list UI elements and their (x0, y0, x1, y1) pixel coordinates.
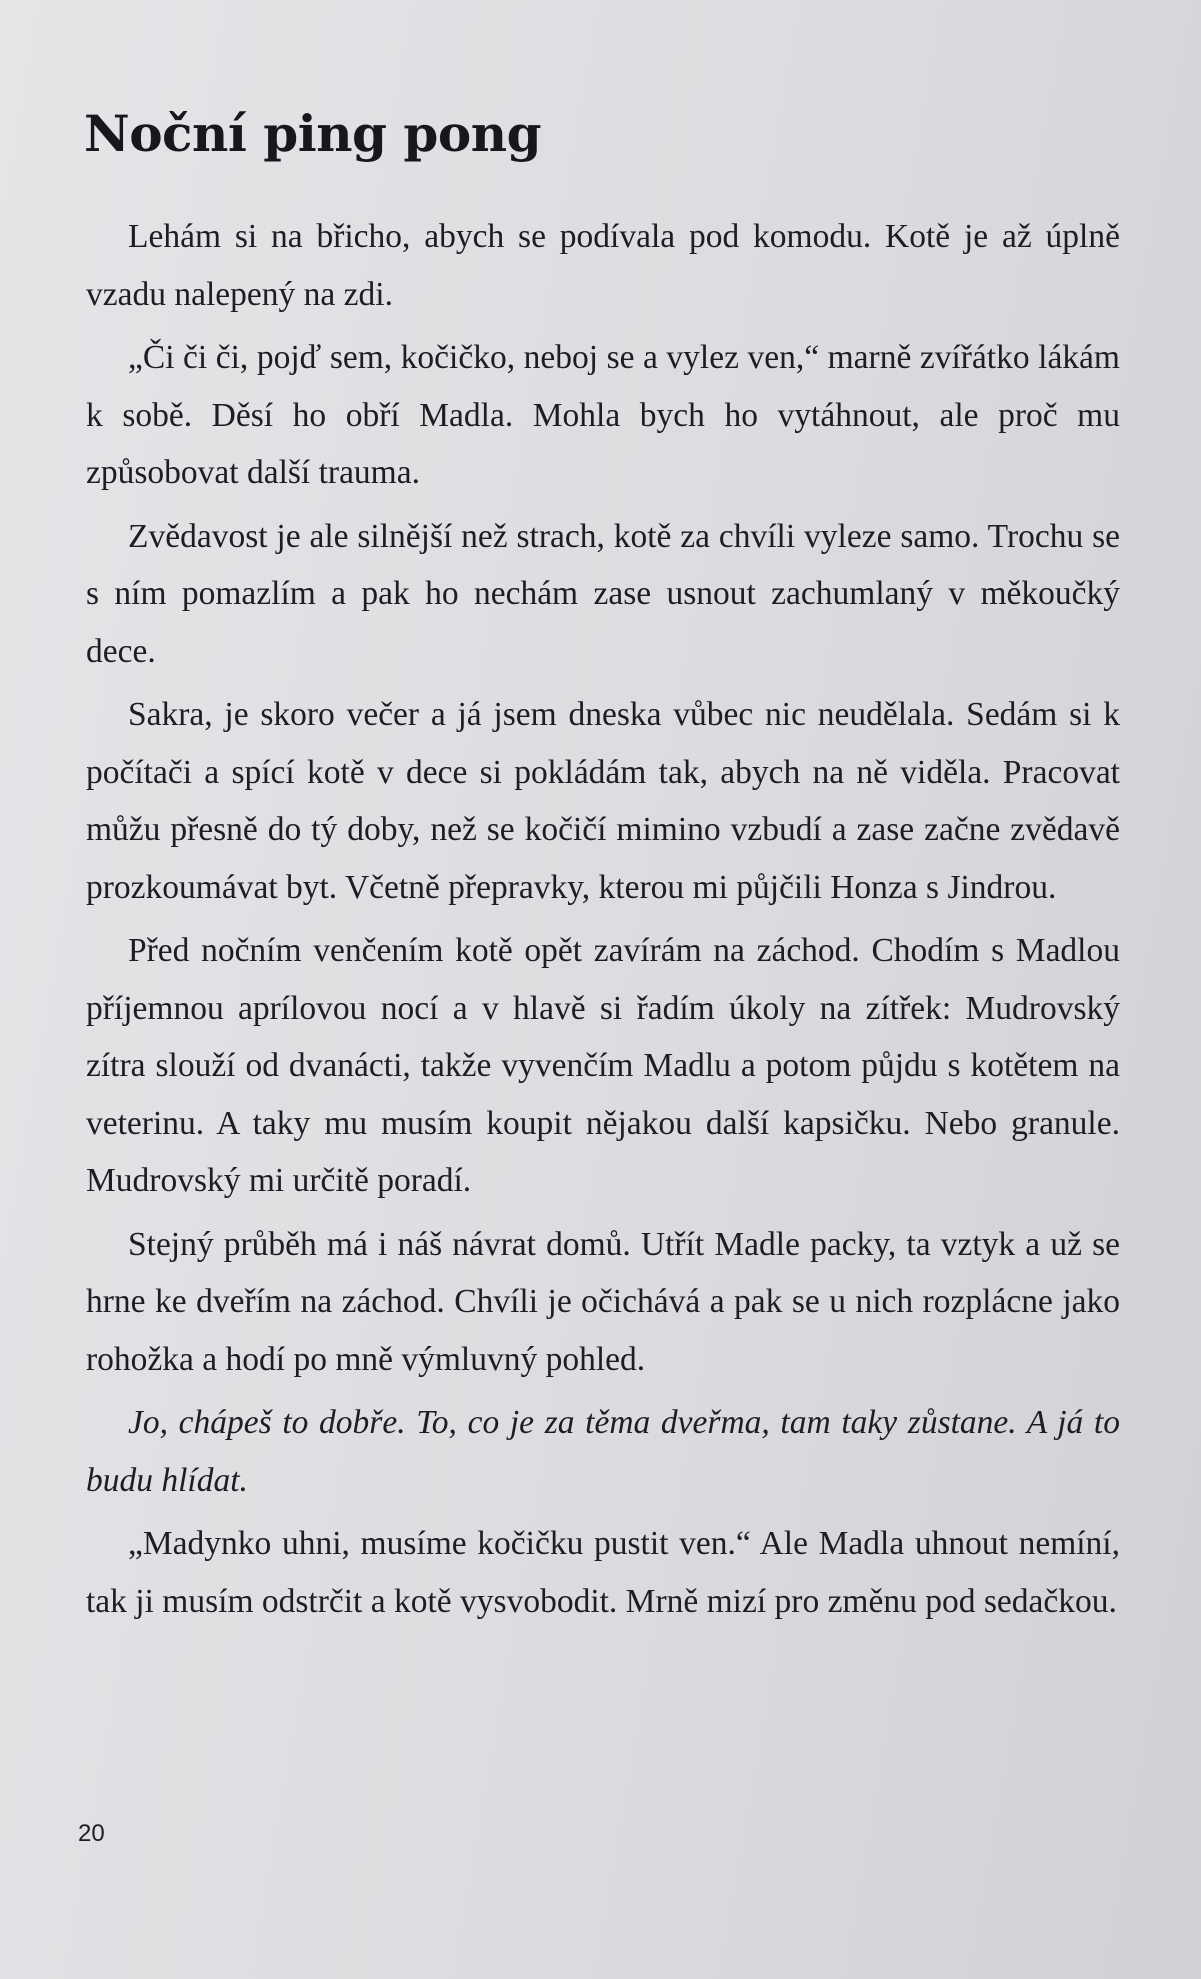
paragraph: Stejný průběh má i náš návrat domů. Utřít Madle packy, ta vztyk a už se hrne ke dveřím na záchod. Chvíli je očichává a pak se u nich rozplácne jako rohožka a hodí po mně výmluvný pohled. (86, 1225, 1120, 1378)
paragraph: Před nočním venčením kotě opět zavírám na záchod. Chodím s Madlou příjemnou aprílovou nocí a v hlavě si řadím úkoly na zítřek: Mudrovský zítra slouží od dvanácti, takže vyvenčím Madlu a potom půjdu s kotětem na veterinu. A taky mu musím koupit nějakou další kapsičku. Nebo granule. Mudrovský mi určitě poradí. (86, 932, 1120, 1199)
paragraph: Zvědavost je ale silnější než strach, kotě za chvíli vyleze samo. Trochu se s ním pomazlím a pak ho nechám zase usnout zachumlaný v měkoučký dece. (86, 517, 1120, 670)
italic-thought-paragraph: Jo, chápeš to dobře. To, co je za těma dveřma, tam taky zůstane. A já to budu hlídat. (86, 1404, 1120, 1499)
paragraph: „Či či či, pojď sem, kočičko, neboj se a vylez ven,“ marně zvířátko lákám k sobě. Děsí ho obří Madla. Mohla bych ho vytáhnout, ale proč mu způsobovat další trauma. (86, 339, 1120, 491)
page-number: 20 (78, 1820, 105, 1847)
paragraph: „Madynko uhni, musíme kočičku pustit ven.“ Ale Madla uhnout nemíní, tak ji musím odstrčit a kotě vysvobodit. Mrně mizí pro změnu pod sedačkou. (86, 1525, 1120, 1620)
chapter-title: Noční ping pong (84, 104, 542, 163)
chapter-body (86, 208, 1120, 1630)
paragraph: Sakra, je skoro večer a já jsem dneska vůbec nic neudělala. Sedám si k počítači a spící kotě v dece si pokládám tak, abych na ně viděla. Pracovat můžu přesně do tý doby, než se kočičí mimino vzbudí a zase začne zvědavě prozkoumávat byt. Včetně přepravky, kterou mi půjčili Honza s Jindrou. (86, 696, 1120, 906)
paragraph: Lehám si na břicho, abych se podívala pod komodu. Kotě je až úplně vzadu nalepený na zdi. (86, 218, 1120, 313)
